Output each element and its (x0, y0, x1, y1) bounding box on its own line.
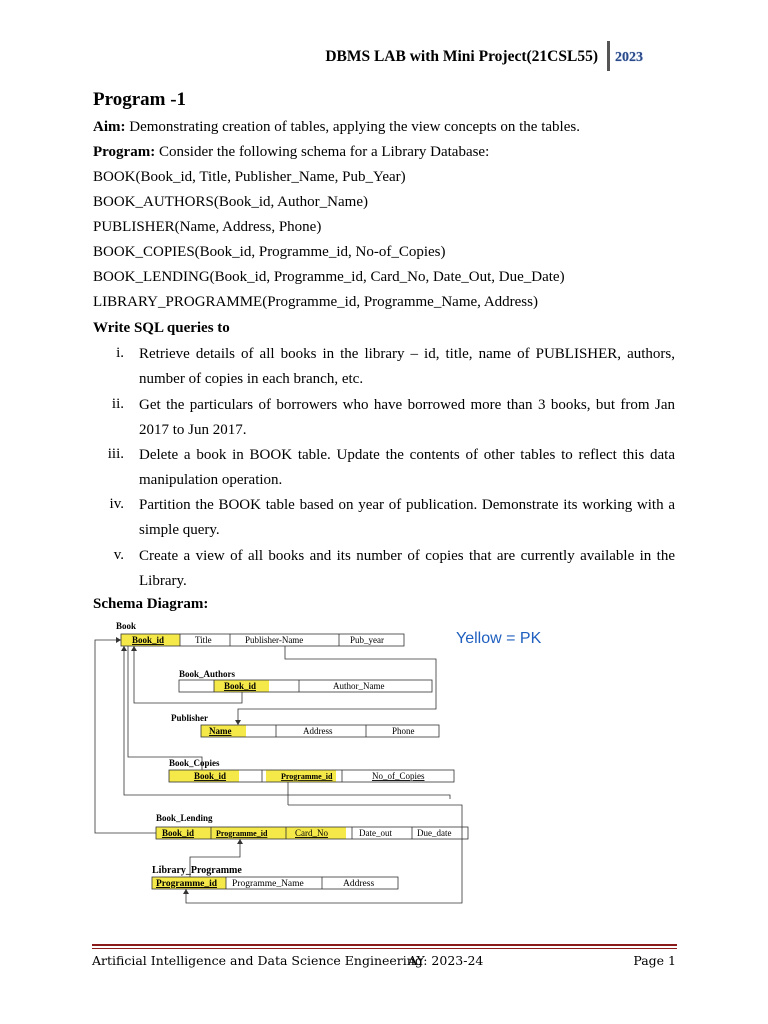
aim-label: Aim: (93, 119, 126, 135)
header-title: DBMS LAB with Mini Project(21CSL55) (325, 48, 598, 65)
query-text: Create a view of all books and its number of copies that are currently available in the Library. (139, 548, 675, 589)
queries-heading: Write SQL queries to (93, 320, 230, 336)
schema-line-book-authors: BOOK_AUTHORS(Book_id, Author_Name) (93, 194, 368, 210)
col-programme-id: Programme_id (216, 829, 268, 838)
program-line (93, 144, 489, 161)
col-author-name: Author_Name (333, 681, 385, 691)
schema-heading: Schema Diagram: (93, 596, 209, 612)
schema-line-library-programme: LIBRARY_PROGRAMME(Programme_id, Programme_Name, Address) (93, 294, 538, 310)
schema-line-book-copies: BOOK_COPIES(Book_id, Programme_id, No-of_Copies) (93, 244, 446, 260)
schema-line-book: BOOK(Book_id, Title, Publisher_Name, Pub_Year) (93, 169, 406, 185)
header-divider (607, 41, 610, 71)
schema-diagram (90, 617, 490, 909)
query-text: Delete a book in BOOK table. Update the contents of other tables to reflect this data manipulation operation. (139, 447, 675, 488)
col-phone: Phone (392, 726, 415, 736)
col-book-id: Book_id (132, 635, 165, 645)
schema-line-publisher: PUBLISHER(Name, Address, Phone) (93, 219, 322, 235)
schema-line-book-lending: BOOK_LENDING(Book_id, Programme_id, Card_No, Date_Out, Due_Date) (93, 269, 565, 285)
diagram-background (90, 617, 490, 909)
footer-academic-year: AY: 2023-24 (408, 953, 484, 968)
col-address: Address (303, 726, 333, 736)
col-address: Address (343, 879, 375, 889)
col-pub-year: Pub_year (350, 635, 384, 645)
aim-line (93, 119, 580, 136)
col-programme-name: Programme_Name (232, 879, 304, 889)
query-text: Partition the BOOK table based on year of publication. Demonstrate its working with a simple query. (139, 497, 675, 538)
query-number: i. (116, 345, 124, 361)
col-book-id: Book_id (224, 681, 257, 691)
col-name: Name (209, 726, 232, 736)
col-programme-id: Programme_id (281, 772, 333, 781)
program-label: Program: (93, 144, 156, 160)
query-text: Retrieve details of all books in the library – id, title, name of PUBLISHER, authors, number of copies in each branch, etc. (139, 346, 675, 387)
col-book-id: Book_id (194, 771, 227, 781)
program-text: Consider the following schema for a Library Database: (155, 144, 490, 160)
footer-rule (92, 948, 677, 949)
footer-page-number: Page 1 (633, 953, 676, 968)
table-name-book-copies: Book_Copies (169, 758, 220, 768)
query-number: ii. (111, 396, 124, 412)
query-number: v. (113, 547, 124, 563)
table-name-book-lending: Book_Lending (156, 813, 213, 823)
col-date-out: Date_out (359, 828, 392, 838)
table-name-publisher: Publisher (171, 713, 209, 723)
query-number: iii. (107, 446, 124, 462)
table-name-book-authors: Book_Authors (179, 669, 236, 679)
col-card-no: Card_No (295, 828, 328, 838)
header-year: 2023 (615, 50, 643, 65)
table-name-book: Book (116, 621, 137, 631)
col-due-date: Due_date (417, 828, 452, 838)
col-programme-id: Programme_id (156, 879, 218, 889)
col-title: Title (195, 635, 212, 645)
footer-rule (92, 944, 677, 946)
col-publisher-name: Publisher-Name (245, 635, 304, 645)
col-book-id: Book_id (162, 828, 195, 838)
query-number: iv. (109, 496, 124, 512)
table-name-library-programme: Library_Programme (152, 865, 242, 876)
footer-department: Artificial Intelligence and Data Science Engineering (92, 953, 423, 968)
program-title: Program -1 (93, 89, 187, 110)
col-no-of-copies: No_of_Copies (372, 771, 425, 781)
query-text: Get the particulars of borrowers who have borrowed more than 3 books, but from Jan 2017 to Jun 2017. (139, 397, 675, 438)
aim-text: Demonstrating creation of tables, applying the view concepts on the tables. (125, 119, 580, 135)
legend-label: Yellow = PK (456, 630, 542, 647)
